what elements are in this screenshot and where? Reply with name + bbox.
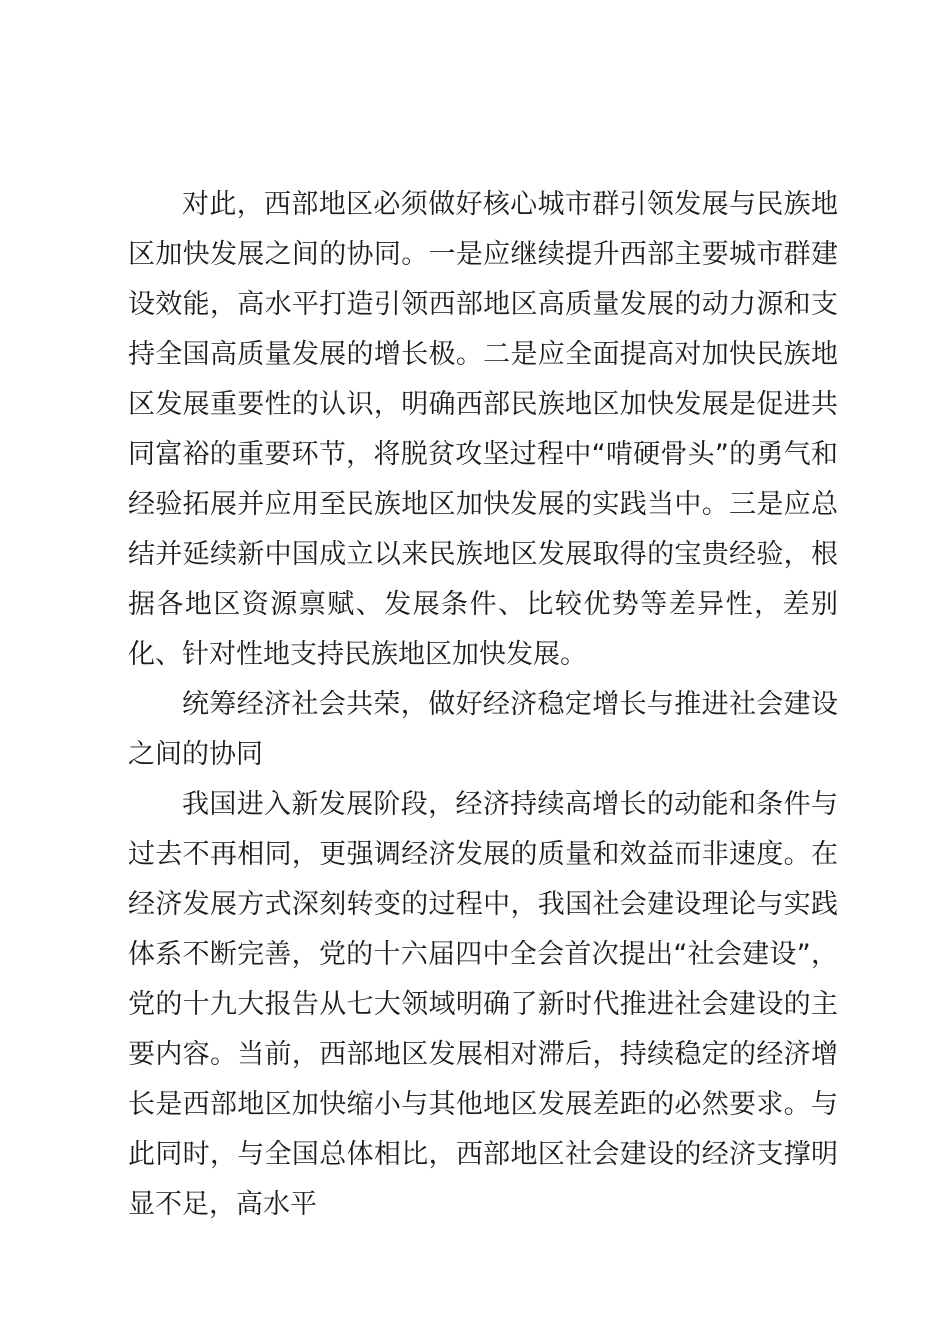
section-heading: 统筹经济社会共荣，做好经济稳定增长与推进社会建设之间的协同 xyxy=(128,689,838,770)
paragraph-economic-social: 我国进入新发展阶段，经济持续高增长的动能和条件与过去不再相同，更强调经济发展的质量和效益而非速度。在经济发展方式深刻转变的过程中，我国社会建设理论与实践体系不断完善，党的十六届四中全会首次提出“社会建设”，党的十九大报告从七大领域明确了新时代推进社会建设的主要内容。当前，西部地区发展相对滞后，持续稳定的经济增长是西部地区加快缩小与其他地区发展差距的必然要求。与此同时，与全国总体相比，西部地区社会建设的经济支撑明显不足，高水平 xyxy=(128,789,838,1220)
document-body xyxy=(128,180,838,1230)
paragraph-western-coordination: 对此，西部地区必须做好核心城市群引领发展与民族地区加快发展之间的协同。一是应继续提升西部主要城市群建设效能，高水平打造引领西部地区高质量发展的动力源和支持全国高质量发展的增长极。二是应全面提高对加快民族地区发展重要性的认识，明确西部民族地区加快发展是促进共同富裕的重要环节，将脱贫攻坚过程中“啃硬骨头”的勇气和经验拓展并应用至民族地区加快发展的实践当中。三是应总结并延续新中国成立以来民族地区发展取得的宝贵经验，根据各地区资源禀赋、发展条件、比较优势等差异性，差别化、针对性地支持民族地区加快发展。 xyxy=(128,189,838,670)
